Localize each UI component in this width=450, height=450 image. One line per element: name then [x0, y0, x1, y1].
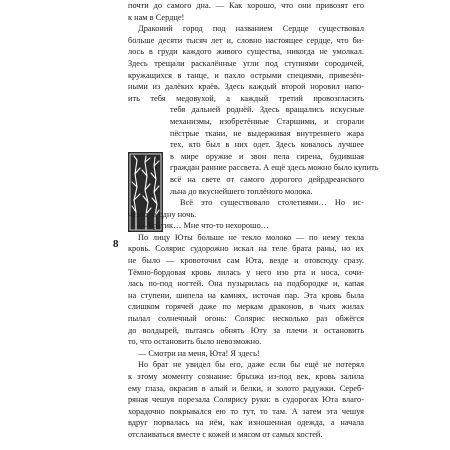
- text-line: — Братик… Мне что-то нехорошо…: [138, 221, 269, 231]
- text-line: в мире оружие и звон пела сирена, будившая: [170, 151, 364, 161]
- body-text: [128, 0, 379, 441]
- text-line: ить тебя медовухой, а каждый третий провозгласить: [128, 93, 364, 103]
- text-line: По лицу Юты больше не текло молоко — по нему текла: [138, 232, 364, 242]
- text-line: граждан ранние рассвета. А ещё здесь можно было купить: [170, 163, 379, 173]
- text-line: больше десяти тысяч лет и, словно настоящее сердце, что би-: [128, 35, 364, 45]
- text-line: Здесь трещали раскалённые угли под ступнями сородичей,: [128, 58, 364, 68]
- text-line: отслаиваться вместе с кожей и мясом от самых костей.: [128, 429, 323, 439]
- text-line: ряная чешуя порезала Солярису руки: в судорогах Юта влаго-: [128, 395, 364, 405]
- text-line: Тёмно-бордовая кровь лилась у него изо рта и носа, сочи-: [128, 267, 364, 277]
- text-line: механизмы, изобретённые Старшими, и сгорали: [170, 116, 364, 126]
- text-line: кружащихся в танце, и пахло острыми специями, привезён-: [128, 70, 364, 80]
- text-line: лось в груди каждого живого существа, никогда не умолкал.: [128, 47, 364, 57]
- paragraph-wrap: [170, 104, 379, 208]
- text-line: к нам в Сердце!: [128, 12, 185, 22]
- text-line: льна до вкуснейшего топлёного молока.: [170, 186, 313, 196]
- text-line: хорадочно покрывался ею то тут, то там. А затем эта чешуя: [128, 406, 364, 416]
- text-line: кровь. Солярис судорожно искал на теле брата раны, но их: [128, 244, 364, 254]
- text-line: Но брат не увидел бы его, даже если бы ещё не потерял: [138, 360, 364, 370]
- text-line: к этому моменту сознание: брызжа из-под век, кровь залила: [128, 372, 364, 381]
- text-line: слишком горячей даже по меркам драконов, в чьих жилах: [128, 302, 364, 312]
- text-line: Драконий город под названием Сердце существовал: [138, 24, 364, 34]
- text-line: ему глаза, окрасив в алый и белки, и золото радужки. Сереб-: [128, 383, 364, 393]
- paragraph-top: [128, 0, 364, 104]
- paragraph-bottom: [128, 209, 364, 441]
- text-line: тебя дальней роднёй. Здесь вращались искусные: [170, 105, 364, 115]
- text-line: то, что остановить было невозможно.: [128, 337, 262, 347]
- text-line: всё на свете от самого дорогого дейрдреанского: [170, 174, 364, 184]
- text-line: не было — кровоточил сам Юта, везде и отовсюду сразу.: [128, 256, 364, 266]
- page-number: 8: [113, 238, 119, 250]
- text-line: тех, кто был в них одет. Здесь ковалось лучшее: [170, 140, 364, 150]
- text-line: ными из далёких краёв. Здесь каждый второй норовил напо-: [128, 82, 364, 92]
- text-line: чезло за одну ночь.: [128, 209, 197, 219]
- text-line: — Смотри на меня, Юта! Я здесь!: [138, 348, 260, 358]
- text-line: пылал солнечный огонь: Солярис несколько раз обжёгся: [128, 314, 364, 324]
- text-line: почти до самого дна. — Как хорошо, что они привозят его: [128, 1, 364, 10]
- text-line: пёстрые ткани, не выдерживая внутреннего жара: [170, 128, 364, 138]
- text-line: на ступени, шипела на камнях, источая пар. Эта кровь была: [128, 290, 364, 300]
- text-line: до волдырей, пытаясь обнять Юту за плечи и остановить: [128, 325, 364, 335]
- text-line: лась по-под ногтей. Она пузырилась на подбородке и, капая: [128, 279, 364, 289]
- text-line: Всё это существовало столетиями… Но ис-: [180, 198, 364, 208]
- text-line: вдруг порвалась на нём, как изношенная одежда, а начала: [128, 418, 364, 428]
